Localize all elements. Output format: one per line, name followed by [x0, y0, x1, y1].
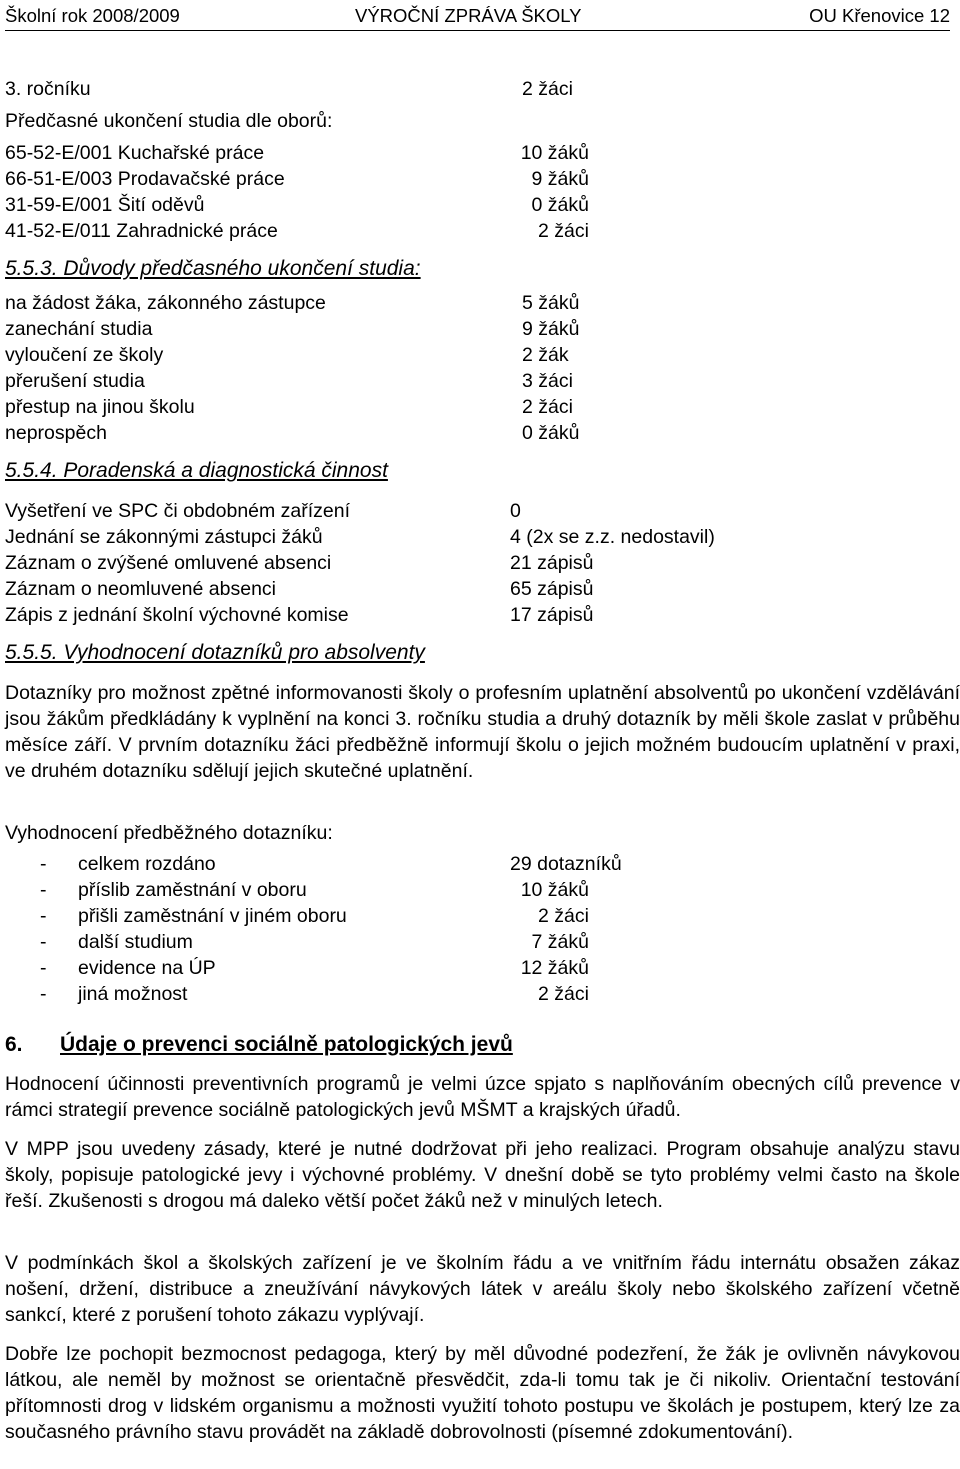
eval-dash: - [40, 983, 47, 1005]
header-report-title: VÝROČNÍ ZPRÁVA ŠKOLY [355, 5, 582, 26]
obor-value: 9 žáků [531, 168, 589, 190]
section-6-title-text: Údaje o prevenci sociálně patologických jevů [60, 1033, 513, 1056]
reason-label: neprospěch [5, 422, 107, 444]
obor-label: 66-51-E/003 Prodavačské práce [5, 168, 285, 190]
obor-value: 0 žáků [531, 194, 589, 216]
activity-value: 4 (2x se z.z. nedostavil) [510, 526, 715, 548]
activity-value: 0 [510, 500, 521, 522]
header-school-page: OU Křenovice 12 [809, 5, 950, 26]
activity-label: Zápis z jednání školní výchovné komise [5, 604, 349, 626]
obor-value: 2 žáci [538, 220, 589, 242]
activity-value: 21 zápisů [510, 552, 594, 574]
activity-label: Záznam o neomluvené absenci [5, 578, 276, 600]
section-555-heading: 5.5.5. Vyhodnocení dotazníků pro absolventy [5, 641, 425, 664]
questionnaire-paragraph: Dotazníky pro možnost zpětné informovanosti školy o profesním uplatnění absolventů po ukončení vzdělávání jsou žákům předkládány k vyplnění na konci 3. ročníku studia a druhý dotazník by měli škole zaslat v průběhu měsíce září. V prvním dotazníku žáci předběžně informují školu o jejich možném budoucím uplatnění v praxi, ve druhém dotazníku sdělují jejich skutečné uplatnění. [5, 682, 960, 782]
prevention-paragraph: V MPP jsou uvedeny zásady, které je nutné dodržovat při jeho realizaci. Program obsahuje analýzu stavu školy, popisuje patologické jevy i výchovné problémy. V dnešní době se tyto problémy velmi často na škole řeší. Zkušenosti s drogou má daleko větší počet žáků než v minulých letech. [5, 1138, 960, 1212]
prevention-paragraph: V podmínkách škol a školských zařízení je ve školním řádu a ve vnitřním řádu internátu obsažen zákaz nošení, držení, distribuce a zneužívání návykových látek v areálu školy nebo školského zařízení včetně sankcí, které z porušení tohoto zákazu vyplývají. [5, 1252, 960, 1326]
reason-label: přerušení studia [5, 370, 145, 392]
reason-value: 0 žáků [522, 422, 580, 444]
section-553-heading: 5.5.3. Důvody předčasného ukončení studia: [5, 257, 421, 280]
reason-value: 5 žáků [522, 292, 580, 314]
reason-label: zanechání studia [5, 318, 153, 340]
page-header [5, 2, 950, 31]
activity-value: 17 zápisů [510, 604, 594, 626]
section-554-heading: 5.5.4. Poradenská a diagnostická činnost [5, 459, 388, 482]
eval-dash: - [40, 905, 47, 927]
eval-value: 2 žáci [538, 983, 589, 1005]
eval-label: evidence na ÚP [78, 957, 216, 979]
reason-label: přestup na jinou školu [5, 396, 195, 418]
eval-dash: - [40, 879, 47, 901]
obor-value: 10 žáků [520, 142, 589, 164]
section-6-number: 6. [5, 1033, 23, 1056]
eval-label: celkem rozdáno [78, 853, 216, 875]
obor-label: 41-52-E/011 Zahradnické práce [5, 220, 278, 242]
reason-value: 2 žák [522, 344, 569, 366]
activity-label: Vyšetření ve SPC či obdobném zařízení [5, 500, 351, 522]
activity-value: 65 zápisů [510, 578, 594, 600]
reason-label: vyloučení ze školy [5, 344, 164, 366]
row3-label: 3. ročníku [5, 78, 91, 100]
eval-dash: - [40, 853, 47, 875]
obor-label: 31-59-E/001 Šití oděvů [5, 194, 205, 216]
eval-value: 12 žáků [520, 957, 589, 979]
activity-label: Záznam o zvýšené omluvené absenci [5, 552, 332, 574]
eval-value: 7 žáků [531, 931, 589, 953]
predcasne-title: Předčasné ukončení studia dle oborů: [5, 110, 333, 132]
reason-value: 3 žáci [522, 370, 573, 392]
eval-dash: - [40, 931, 47, 953]
eval-value: 29 dotazníků [510, 853, 622, 875]
section-6-title [60, 1032, 513, 1058]
evaluation-title: Vyhodnocení předběžného dotazníku: [5, 822, 333, 844]
reason-value: 2 žáci [522, 396, 573, 418]
eval-value: 10 žáků [520, 879, 589, 901]
eval-value: 2 žáci [538, 905, 589, 927]
eval-label: další studium [78, 931, 193, 953]
reason-label: na žádost žáka, zákonného zástupce [5, 292, 326, 314]
obor-label: 65-52-E/001 Kuchařské práce [5, 142, 265, 164]
header-school-year: Školní rok 2008/2009 [5, 5, 180, 26]
eval-dash: - [40, 957, 47, 979]
reason-value: 9 žáků [522, 318, 580, 340]
eval-label: přišli zaměstnání v jiném oboru [78, 905, 347, 927]
prevention-paragraph: Hodnocení účinnosti preventivních programů je velmi úzce spjato s naplňováním obecných cílů prevence v rámci strategií prevence sociálně patologických jevů MŠMT a krajských úřadů. [5, 1073, 960, 1121]
eval-label: příslib zaměstnání v oboru [78, 879, 307, 901]
eval-label: jiná možnost [78, 983, 188, 1005]
row3-value: 2 žáci [522, 78, 573, 100]
prevention-paragraph: Dobře lze pochopit bezmocnost pedagoga, který by měl důvodné podezření, že žák je ovlivněn návykovou látkou, ale neměl by možnost se orientačně přesvědčit, zda-li tomu tak je či nikoliv. Orientační testování přítomnosti drog v lidském organismu a možnosti využití tohoto postupu ve školách je postupem, který lze za současného právního stavu provádět na základě dobrovolnosti (písemné zdokumentování). [5, 1343, 960, 1443]
activity-label: Jednání se zákonnými zástupci žáků [5, 526, 323, 548]
